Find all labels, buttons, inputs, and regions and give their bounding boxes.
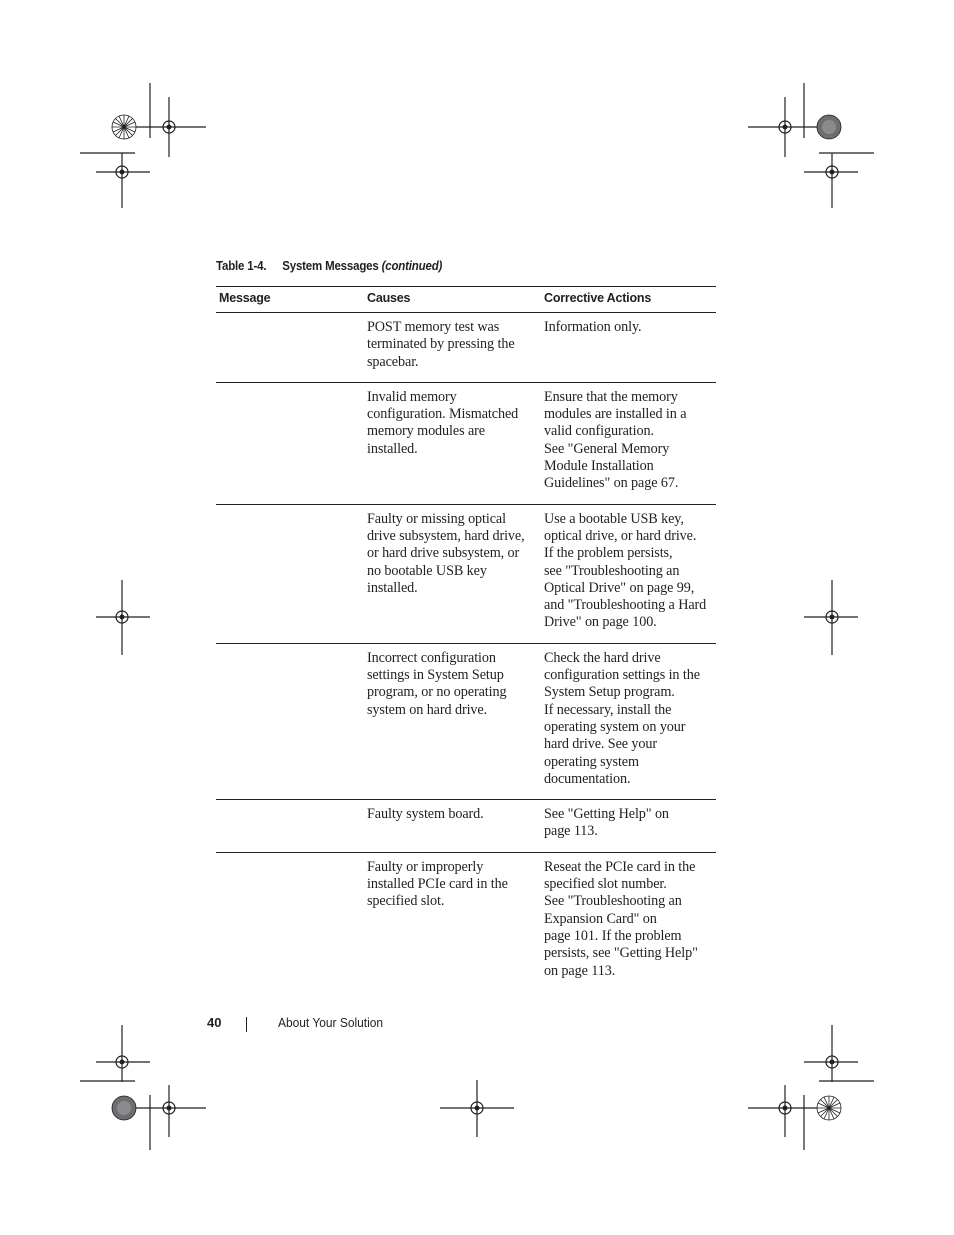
table-row [216, 800, 716, 853]
causes-cell-line: drive subsystem, hard drive, [367, 527, 525, 544]
actions-cell-line: If necessary, install the [544, 701, 672, 718]
table-caption [216, 259, 442, 273]
causes-cell [364, 504, 541, 643]
header-message: Message [216, 287, 364, 313]
actions-cell-line: Drive" on page 100. [544, 614, 657, 631]
causes-cell [364, 643, 541, 799]
table-row [216, 382, 716, 504]
actions-cell-line: See "Troubleshooting an [544, 893, 682, 910]
message-cell [216, 382, 364, 504]
causes-cell-line: terminated by pressing the [367, 336, 515, 353]
causes-cell-line: configuration. Mismatched [367, 406, 519, 423]
actions-cell-line: Optical Drive" on page 99, [544, 579, 695, 596]
actions-cell-line: Module Installation [544, 458, 654, 475]
table-row [216, 852, 716, 991]
actions-cell-line: see "Troubleshooting an [544, 562, 680, 579]
actions-cell-line: See "General Memory [544, 440, 670, 457]
header-corrective-actions: Corrective Actions [541, 287, 716, 313]
footer-divider [246, 1017, 247, 1032]
causes-cell-line: or hard drive subsystem, or [367, 545, 520, 562]
actions-cell [541, 852, 716, 991]
actions-cell [541, 643, 716, 799]
message-cell [216, 800, 364, 853]
actions-cell-line: on page 113. [544, 962, 616, 979]
table-row [216, 313, 716, 383]
causes-cell-line: memory modules are [367, 423, 485, 440]
page-number: 40 [207, 1015, 222, 1030]
table-row [216, 643, 716, 799]
causes-cell-line: installed. [367, 579, 418, 596]
causes-cell-line: spacebar. [367, 353, 419, 370]
causes-cell-line: no bootable USB key [367, 562, 487, 579]
actions-cell-line: Check the hard drive [544, 649, 661, 666]
actions-cell [541, 313, 716, 383]
actions-cell-line: and "Troubleshooting a Hard [544, 597, 707, 614]
causes-cell-line: installed. [367, 440, 418, 457]
message-cell [216, 852, 364, 991]
causes-cell-line: program, or no operating [367, 684, 507, 701]
actions-cell-line: specified slot number. [544, 876, 667, 893]
causes-cell [364, 313, 541, 383]
actions-cell-line: Information only. [544, 319, 642, 335]
table-caption-continued: (continued) [381, 259, 443, 273]
actions-cell-line: optical drive, or hard drive. [544, 527, 697, 544]
actions-cell-line: See "Getting Help" on [544, 806, 669, 823]
table-row [216, 504, 716, 643]
causes-cell-line: POST memory test was [367, 319, 500, 335]
table-caption-title: System Messages [282, 259, 379, 273]
causes-cell-line: Incorrect configuration [367, 649, 496, 666]
actions-cell-line: persists, see "Getting Help" [544, 945, 698, 962]
actions-cell-line: valid configuration. [544, 423, 654, 440]
causes-cell [364, 382, 541, 504]
actions-cell-line: operating system on your [544, 718, 686, 735]
actions-cell-line: configuration settings in the [544, 667, 700, 684]
actions-cell-line: operating system [544, 753, 639, 770]
table-caption-number: Table 1-4. [216, 259, 267, 273]
causes-cell-line: Faulty system board. [367, 806, 484, 823]
actions-cell [541, 382, 716, 504]
header-causes: Causes [364, 287, 541, 313]
causes-cell [364, 852, 541, 991]
actions-cell-line: documentation. [544, 770, 631, 787]
actions-cell-line: page 101. If the problem [544, 927, 682, 944]
actions-cell [541, 504, 716, 643]
actions-cell-line: System Setup program. [544, 684, 675, 701]
actions-cell-line: Expansion Card" on [544, 910, 657, 927]
causes-cell-line: installed PCIe card in the [367, 876, 508, 893]
message-cell [216, 504, 364, 643]
actions-cell [541, 800, 716, 853]
causes-cell-line: Invalid memory [367, 388, 457, 405]
message-cell [216, 643, 364, 799]
actions-cell-line: Use a bootable USB key, [544, 510, 684, 527]
actions-cell-line: page 113. [544, 823, 598, 840]
causes-cell-line: system on hard drive. [367, 701, 488, 718]
actions-cell-line: If the problem persists, [544, 545, 673, 562]
causes-cell-line: specified slot. [367, 893, 445, 910]
actions-cell-line: hard drive. See your [544, 736, 658, 753]
actions-cell-line: Guidelines" on page 67. [544, 475, 679, 492]
message-cell [216, 313, 364, 383]
table-header-row [216, 287, 716, 313]
causes-cell [364, 800, 541, 853]
causes-cell-line: Faulty or improperly [367, 858, 484, 875]
causes-cell-line: settings in System Setup [367, 667, 504, 684]
actions-cell-line: modules are installed in a [544, 406, 687, 423]
system-messages-table [216, 286, 716, 991]
footer-section-title: About Your Solution [278, 1015, 384, 1030]
actions-cell-line: Ensure that the memory [544, 388, 678, 405]
causes-cell-line: Faulty or missing optical [367, 510, 506, 527]
actions-cell-line: Reseat the PCIe card in the [544, 858, 696, 875]
